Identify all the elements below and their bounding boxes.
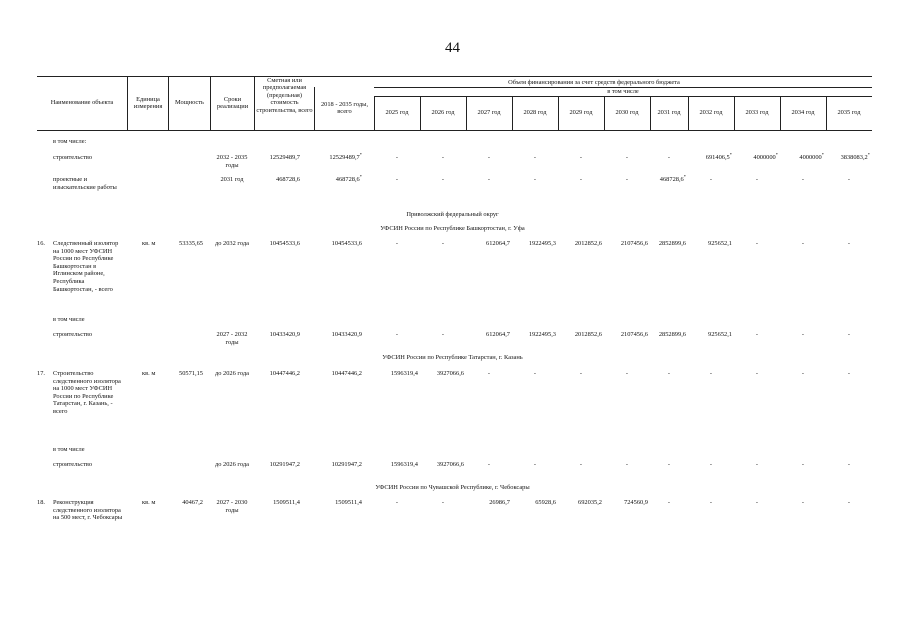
table-cell: - (395, 499, 399, 506)
table-cell: 1922495,3 (528, 331, 556, 338)
table-cell: 691406,5* (705, 151, 732, 161)
row-label: Реконструкция следственного изолятора на 500 мест, г. Чебоксары (53, 499, 123, 522)
table-cell: - (579, 461, 583, 468)
table-cell: - (533, 461, 537, 468)
table-cell: 2012852,6 (574, 240, 602, 247)
table-cell: - (667, 154, 671, 161)
row-cost: 1509511,4 (273, 499, 300, 506)
table-cell: - (847, 499, 851, 506)
header-year: 2033 год (745, 109, 769, 116)
section-heading: УФСИН России по Республике Татарстан, г. Казань (382, 354, 523, 361)
header-terms: Сроки реализации (216, 96, 249, 111)
row-total: 10454533,6 (331, 240, 362, 247)
table-cell: 3927066,6 (436, 461, 464, 468)
page-number: 44 (445, 40, 460, 56)
table-cell: - (801, 461, 805, 468)
header-year: 2030 год (615, 109, 639, 116)
table-cell: - (625, 176, 629, 183)
table-cell: - (709, 176, 713, 183)
row-capacity: 53335,65 (179, 240, 203, 247)
table-cell: - (801, 240, 805, 247)
table-cell: - (755, 461, 759, 468)
table-cell: 2012852,6 (574, 331, 602, 338)
table-cell: - (441, 176, 445, 183)
header-volume-title: Объем финансирования за счет средств федерального бюджета (508, 79, 680, 86)
row-terms: до 2032 года (215, 240, 249, 247)
table-cell: - (625, 461, 629, 468)
table-cell: 26986,7 (489, 499, 510, 506)
row-number: 16. (37, 240, 45, 247)
header-year: 2034 год (791, 109, 815, 116)
row-total: 468728,6* (335, 173, 362, 183)
row-terms: 2027 - 2030 годы (216, 499, 248, 514)
table-cell: 2107456,6 (620, 331, 648, 338)
table-cell: 724560,9 (624, 499, 648, 506)
row-terms: 2032 - 2035 годы (216, 154, 248, 169)
table-cell: - (625, 154, 629, 161)
row-terms: до 2026 года (215, 461, 249, 468)
table-cell: - (847, 370, 851, 377)
header-year: 2029 год (569, 109, 593, 116)
table-cell: - (709, 461, 713, 468)
table-cell: 4000000* (799, 151, 824, 161)
row-total: 10433420,9 (331, 331, 362, 338)
row-cost: 12529489,7 (269, 154, 300, 161)
table-cell: 3838083,2* (840, 151, 870, 161)
header-year: 2032 год (699, 109, 723, 116)
table-cell: 2852899,6 (658, 331, 686, 338)
table-cell: - (533, 370, 537, 377)
table-cell: 925652,1 (708, 331, 732, 338)
row-number: 17. (37, 370, 45, 377)
table-cell: 612064,7 (486, 240, 510, 247)
table-cell: - (487, 370, 491, 377)
district-heading: Приволжский федеральный округ (406, 211, 499, 218)
header-name: Наименование объекта (50, 99, 114, 106)
row-label: в том числе (53, 316, 85, 323)
table-cell: - (579, 154, 583, 161)
row-number: 18. (37, 499, 45, 506)
row-cost: 10454533,6 (269, 240, 300, 247)
row-label: строительство (53, 461, 93, 468)
row-label: строительство (53, 154, 93, 161)
table-cell: - (755, 370, 759, 377)
table-cell: - (487, 154, 491, 161)
row-terms: 2027 - 2032 годы (216, 331, 248, 346)
row-unit: кв. м (142, 240, 156, 247)
table-cell: - (441, 154, 445, 161)
table-cell: - (579, 370, 583, 377)
table-cell: - (395, 331, 399, 338)
table-cell: - (441, 499, 445, 506)
header-year: 2035 год (837, 109, 861, 116)
header-cost: Сметная или предполагаемая (предельная) стоимость строительства, всего (256, 77, 313, 114)
table-cell: - (395, 240, 399, 247)
table-cell: - (847, 176, 851, 183)
table-cell: - (847, 240, 851, 247)
table-cell: - (579, 176, 583, 183)
table-cell: - (395, 154, 399, 161)
table-cell: 468728,6* (659, 173, 686, 183)
table-cell: - (395, 176, 399, 183)
header-total: 2018 - 2035 годы, всего (320, 101, 369, 116)
row-cost: 10291947,2 (269, 461, 300, 468)
row-terms: до 2026 года (215, 370, 249, 377)
row-capacity: 50571,15 (179, 370, 203, 377)
table-cell: 1596319,4 (390, 370, 418, 377)
row-total: 10291947,2 (331, 461, 362, 468)
table-cell: - (801, 370, 805, 377)
table-cell: - (755, 176, 759, 183)
table-cell: - (667, 461, 671, 468)
table-cell: 4000000* (753, 151, 778, 161)
table-cell: - (755, 331, 759, 338)
row-unit: кв. м (142, 370, 156, 377)
table-cell: - (801, 499, 805, 506)
table-cell: 2107456,6 (620, 240, 648, 247)
table-cell: 2852899,6 (658, 240, 686, 247)
table-cell: - (709, 499, 713, 506)
table-cell: - (801, 176, 805, 183)
header-year: 2025 год (385, 109, 409, 116)
table-cell: 925652,1 (708, 240, 732, 247)
table-cell: - (847, 331, 851, 338)
table-cell: - (625, 370, 629, 377)
row-label: в том числе: (53, 138, 87, 145)
row-total: 1509511,4 (335, 499, 362, 506)
table-cell: - (709, 370, 713, 377)
row-terms: 2031 год (220, 176, 244, 183)
header-year: 2026 год (431, 109, 455, 116)
row-label: Строительство следственного изолятора на 1000 мест УФСИН России по Республике Татарстан, г. Казань, - всего (53, 370, 121, 415)
header-unit: Единица измерения (133, 96, 163, 111)
row-cost: 468728,6 (276, 176, 300, 183)
header-year: 2028 год (523, 109, 547, 116)
table-cell: 65928,6 (535, 499, 556, 506)
row-cost: 10433420,9 (269, 331, 300, 338)
table-cell: - (801, 331, 805, 338)
table-cell: - (667, 370, 671, 377)
row-unit: кв. м (142, 499, 156, 506)
table-cell: - (441, 331, 445, 338)
table-cell: - (533, 176, 537, 183)
section-heading: УФСИН России по Республике Башкортостан, г. Уфа (380, 225, 525, 232)
row-label: в том числе (53, 446, 85, 453)
table-cell: 3927066,6 (436, 370, 464, 377)
row-label: строительство (53, 331, 93, 338)
table-cell: - (667, 499, 671, 506)
row-label: проектные и изыскательские работы (53, 176, 117, 191)
row-total: 12529489,7* (329, 151, 362, 161)
row-capacity: 40467,2 (182, 499, 203, 506)
table-cell: - (441, 240, 445, 247)
table-cell: 1596319,4 (390, 461, 418, 468)
section-heading: УФСИН России по Чувашской Республике, г. Чебоксары (375, 484, 530, 491)
header-year: 2031 год (657, 109, 681, 116)
table-cell: - (487, 461, 491, 468)
header-year: 2027 год (477, 109, 501, 116)
table-cell: - (755, 499, 759, 506)
table-cell: - (847, 461, 851, 468)
header-capacity: Мощность (175, 99, 204, 106)
table-cell: - (487, 176, 491, 183)
header-in-total: в том числе (607, 88, 639, 95)
row-cost: 10447446,2 (269, 370, 300, 377)
row-total: 10447446,2 (331, 370, 362, 377)
table-cell: - (533, 154, 537, 161)
table-cell: 692035,2 (578, 499, 602, 506)
table-cell: 612064,7 (486, 331, 510, 338)
table-cell: - (755, 240, 759, 247)
table-cell: 1922495,3 (528, 240, 556, 247)
row-label: Следственный изолятор на 1000 мест УФСИН России по Республике Башкортостан в Иглинском районе, Республика Башкортостан, - всего (53, 240, 119, 293)
